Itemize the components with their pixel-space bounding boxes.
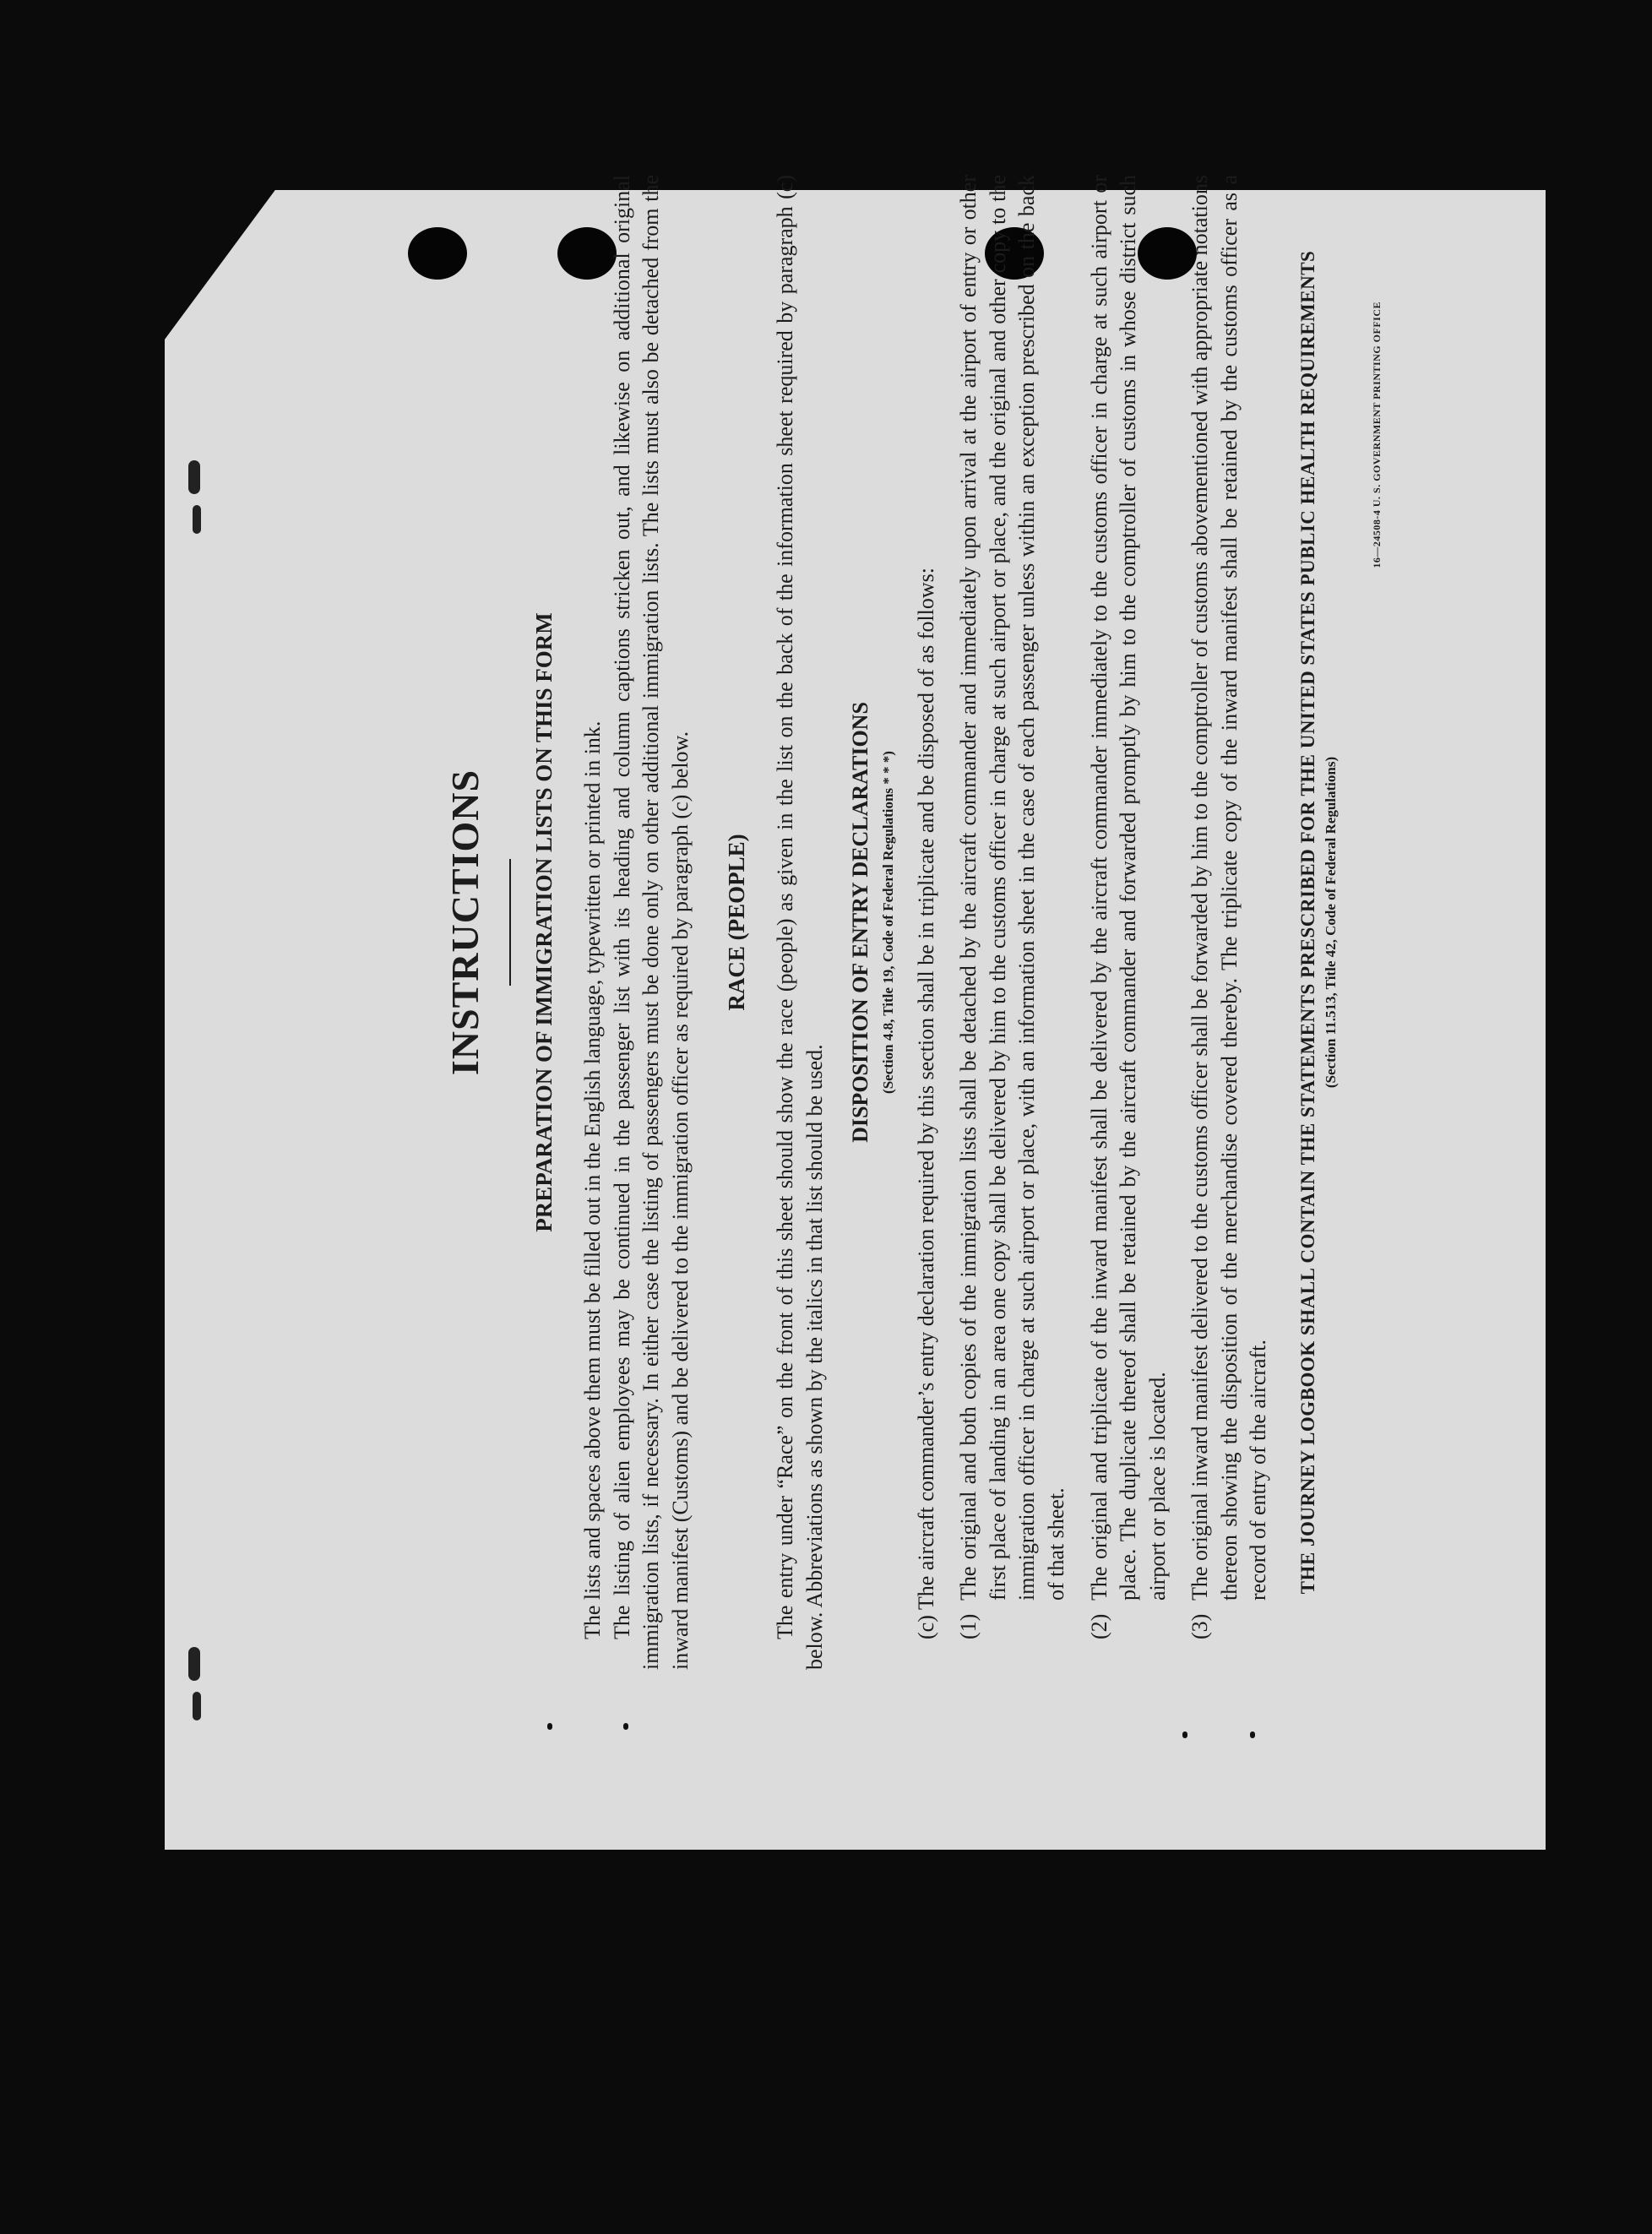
binder-mark	[193, 505, 201, 534]
disposition-intro: (c) The aircraft commander’s entry declaration required by this section shall be in triplicate and be disposed of as follows:	[913, 567, 938, 1639]
binder-mark	[188, 1647, 200, 1681]
preparation-paragraph-1: The lists and spaces above them must be filled out in the English language, typewritten or printed in ink.	[580, 720, 606, 1639]
title-divider	[509, 859, 511, 986]
list-item-number: (3)	[1187, 1613, 1213, 1639]
list-item-text: The original inward manifest delivered to the customs officer shall be forwarded by him to the comptroller of customs abovementioned with appropriate notations thereon showing the disposition of the merchandise covered thereby. The triplicate copy of the inward manifest shall be retained by the customs officer as a record of entry of the aircraft.	[1187, 175, 1271, 1601]
list-item-number: (1)	[956, 1613, 981, 1639]
list-item-text: The original and triplicate of the inward manifest shall be delivered by the aircraft commander immediately to the customs officer in charge at such airport or place. The duplicate thereof shall be retained by the aircraft commander and forwarded promptly by him to the comptroller of customs in whose district such airport or place is located.	[1086, 175, 1170, 1601]
list-item	[1085, 175, 1173, 1639]
section-heading-race: RACE (PEOPLE)	[724, 834, 750, 1011]
journey-logbook-statement: THE JOURNEY LOGBOOK SHALL CONTAIN THE STATEMENTS PRESCRIBED FOR THE UNITED STATES PUBLIC HEALTH REQUIREMENTS	[1297, 250, 1318, 1595]
preparation-paragraph-2: The listing of alien employees may be continued in the passenger list with its heading and column captions stricken out, and likewise on additional original immigration lists, if necessary. In either case the listing of passengers must be done only on other additional immigration lists. The lists must also be detached from the inward manifest (Customs) and be delivered to the immigration officer as required by paragraph (c) below.	[609, 175, 693, 1670]
dot-mark	[1182, 1731, 1187, 1738]
list-item	[954, 175, 1071, 1639]
instructions-document	[395, 175, 1652, 1670]
page-title: INSTRUCTIONS	[443, 769, 486, 1076]
disposition-citation: (Section 4.8, Title 19, Code of Federal Regulations * * *)	[880, 751, 897, 1094]
binder-mark	[193, 1692, 201, 1720]
printer-imprint: 16—24508-4 U. S. GOVERNMENT PRINTING OFFICE	[1371, 302, 1383, 568]
section-heading-preparation: PREPARATION OF IMMIGRATION LISTS ON THIS FORM	[531, 612, 557, 1232]
dot-mark	[1250, 1731, 1255, 1738]
footer-citation: (Section 11.513, Title 42, Code of Federal Regulations)	[1322, 756, 1339, 1089]
race-paragraph: The entry under “Race” on the front of this sheet should show the race (people) as given in the list on the back of the information sheet required by paragraph (c) below. Abbreviations as shown by the italics in that list should be used.	[773, 175, 827, 1670]
list-item-number: (2)	[1086, 1613, 1111, 1639]
dot-mark	[547, 1723, 552, 1730]
binder-mark	[188, 460, 200, 494]
dot-mark	[623, 1723, 628, 1730]
section-heading-disposition: DISPOSITION OF ENTRY DECLARATIONS	[848, 702, 873, 1143]
list-item-text: The original and both copies of the immigration lists shall be detached by the aircraft commander and immediately upon arrival at the airport of entry or other first place of landing in an area one copy shall be delivered by him to the customs officer in charge at such airport or place, and the original and other copy to the immigration officer in charge at such airport or place, with an information sheet in the case of each passenger unless within an exception prescribed on the back of that sheet.	[956, 175, 1068, 1601]
list-item	[1186, 175, 1274, 1639]
